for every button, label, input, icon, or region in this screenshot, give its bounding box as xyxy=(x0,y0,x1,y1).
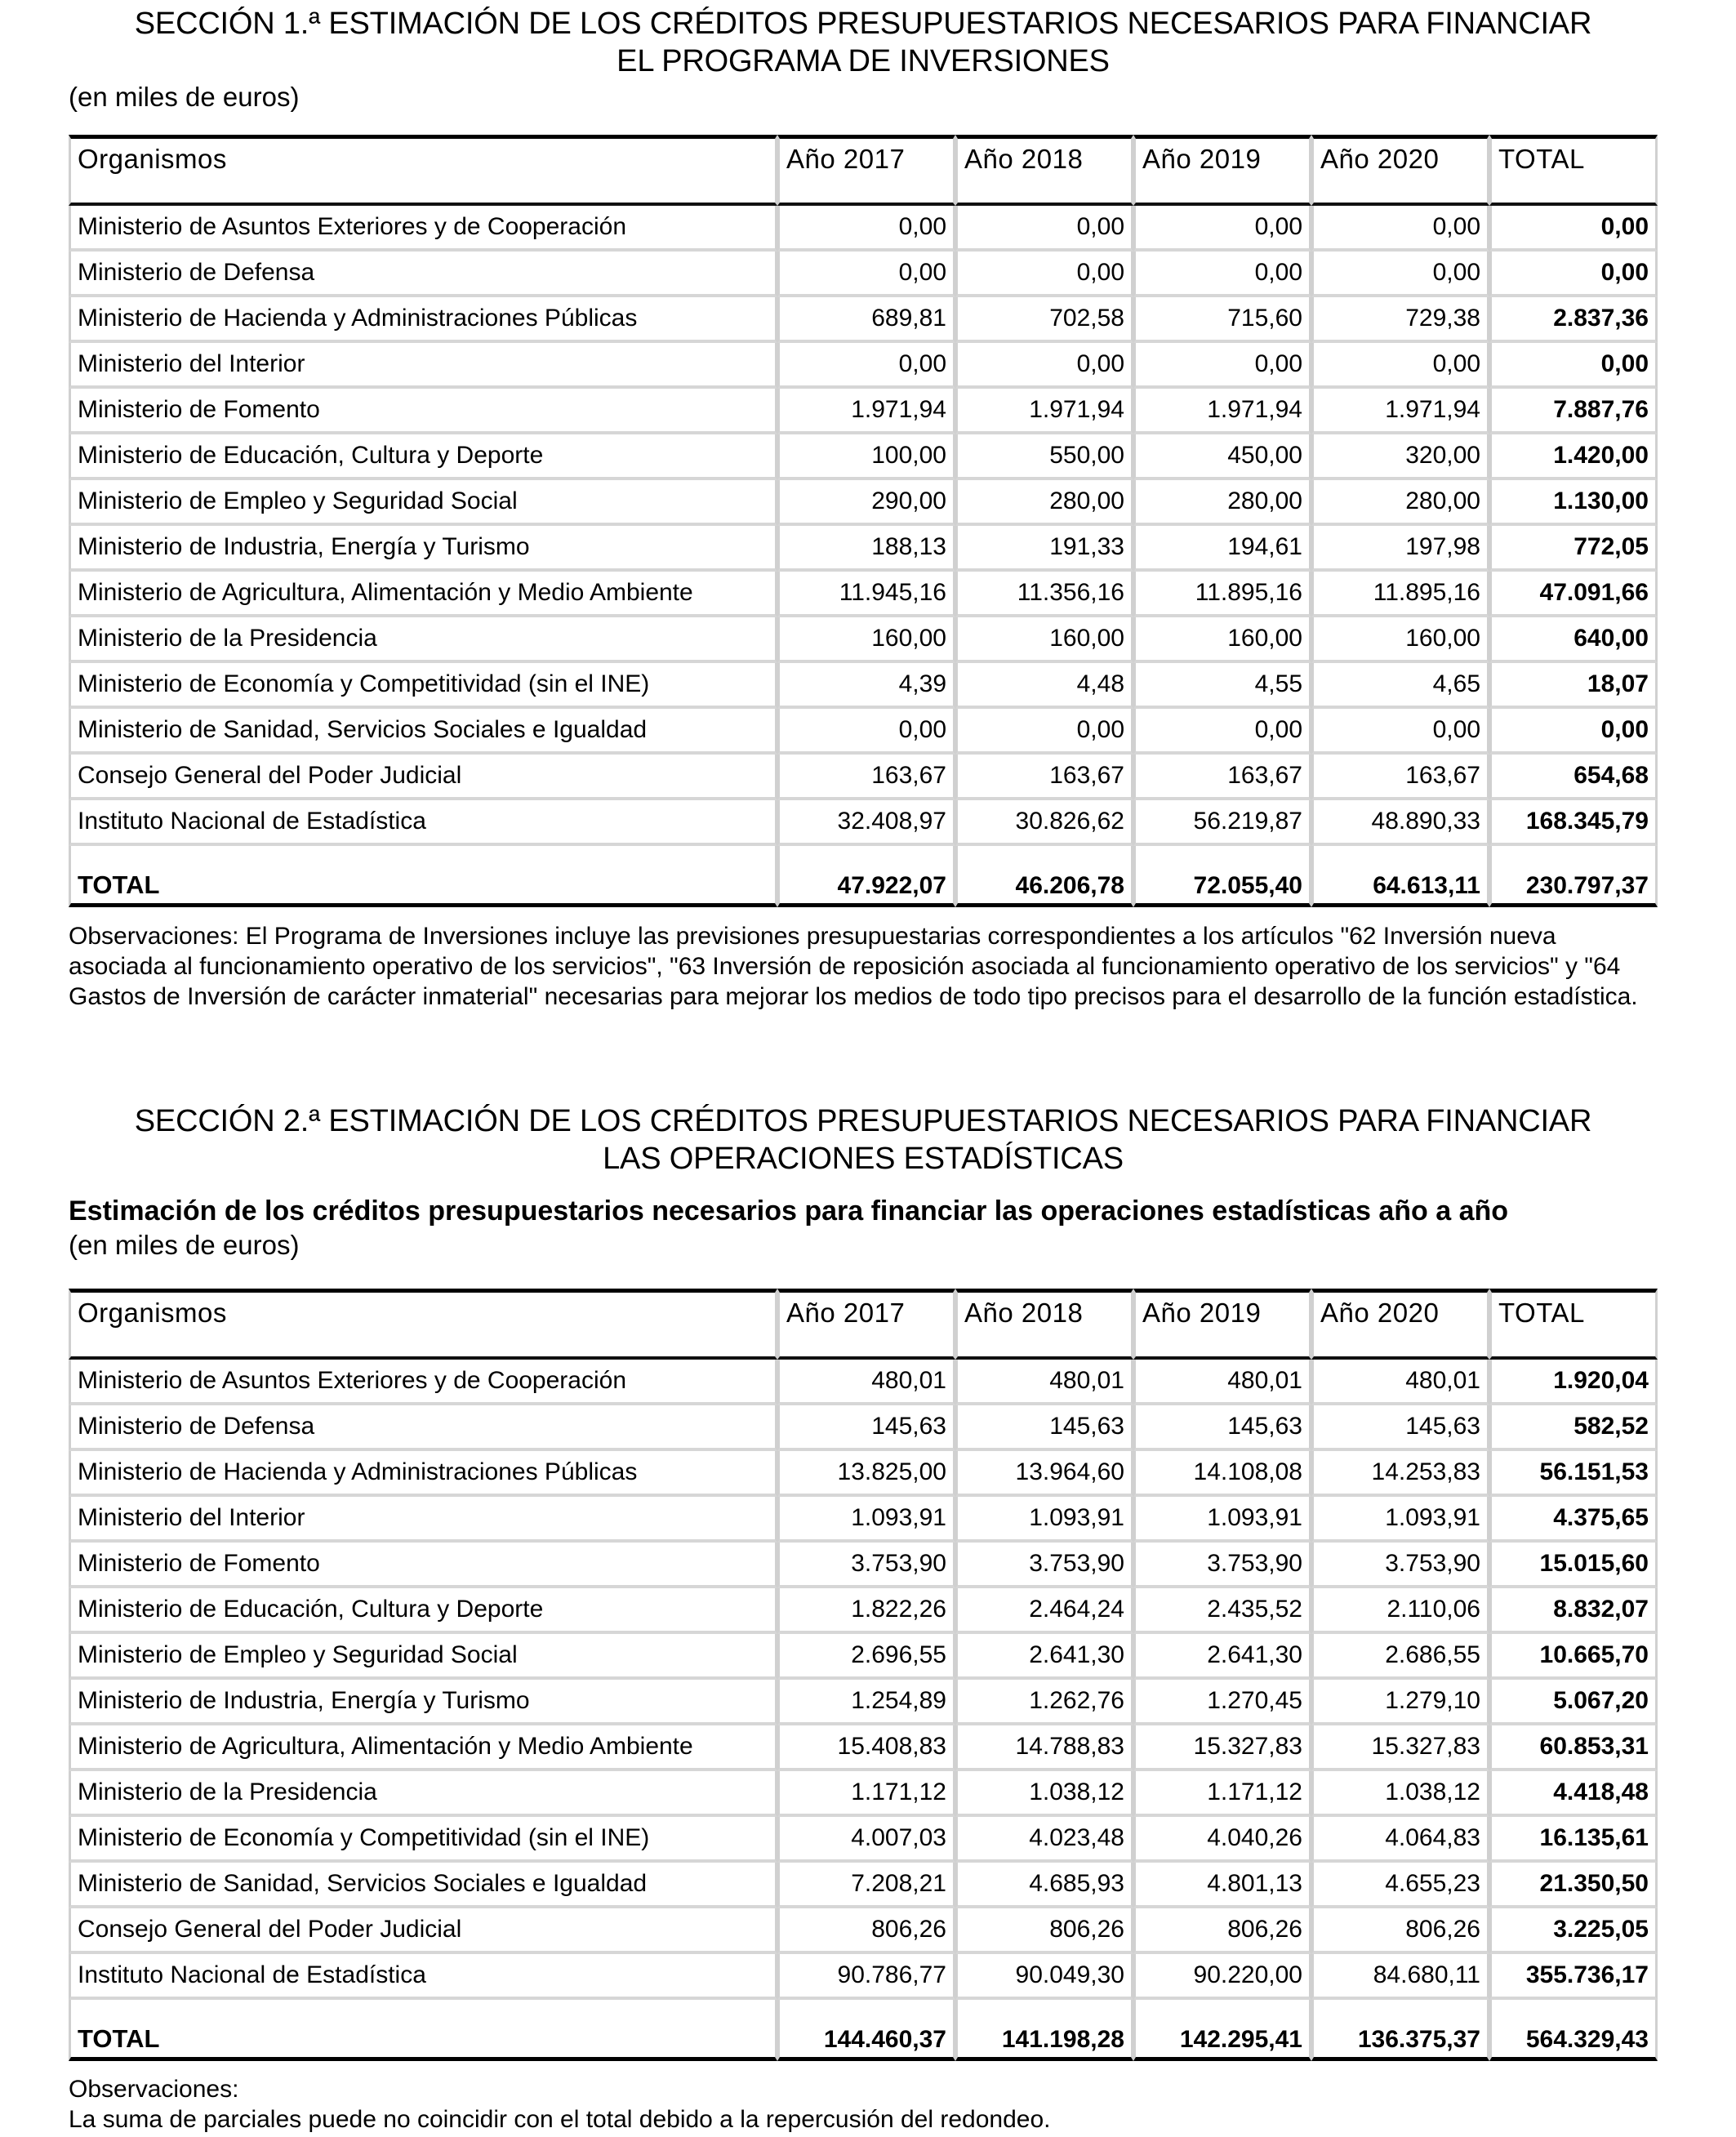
table-row xyxy=(69,1588,1658,1634)
section-1-table xyxy=(69,135,1658,907)
organismo-name: Ministerio de Hacienda y Administraciones Públicas xyxy=(69,1451,777,1497)
value-2017: 0,00 xyxy=(777,709,955,755)
organismo-name: Ministerio de Defensa xyxy=(69,1405,777,1451)
organismo-name: TOTAL xyxy=(69,846,777,907)
header-total: TOTAL xyxy=(1489,1289,1658,1360)
value-total: 5.067,20 xyxy=(1489,1680,1658,1725)
value-2017: 7.208,21 xyxy=(777,1863,955,1908)
section-2-table xyxy=(69,1289,1658,2061)
section-1-observations xyxy=(69,921,1658,1012)
table-row xyxy=(69,1497,1658,1543)
value-2018: 0,00 xyxy=(955,343,1133,389)
value-2020: 480,01 xyxy=(1311,1360,1489,1405)
header-year-2019: Año 2019 xyxy=(1133,1289,1311,1360)
organismo-name: Ministerio de Sanidad, Servicios Sociales e Igualdad xyxy=(69,1863,777,1908)
value-2017: 100,00 xyxy=(777,434,955,480)
value-2020: 2.686,55 xyxy=(1311,1634,1489,1680)
value-total: 47.091,66 xyxy=(1489,572,1658,617)
value-2018: 1.971,94 xyxy=(955,389,1133,434)
value-2017: 0,00 xyxy=(777,343,955,389)
value-2017: 1.254,89 xyxy=(777,1680,955,1725)
value-total: 7.887,76 xyxy=(1489,389,1658,434)
table-row xyxy=(69,800,1658,846)
value-2018: 14.788,83 xyxy=(955,1725,1133,1771)
value-2017: 188,13 xyxy=(777,526,955,572)
organismo-name: Ministerio de Agricultura, Alimentación y Medio Ambiente xyxy=(69,1725,777,1771)
value-2018: 1.262,76 xyxy=(955,1680,1133,1725)
table-row xyxy=(69,526,1658,572)
value-2018: 702,58 xyxy=(955,297,1133,343)
section-2-table-wrap xyxy=(69,1289,1658,2061)
value-2018: 1.038,12 xyxy=(955,1771,1133,1817)
organismo-name: Ministerio de Economía y Competitividad (sin el INE) xyxy=(69,663,777,709)
value-2017: 47.922,07 xyxy=(777,846,955,907)
value-2020: 1.279,10 xyxy=(1311,1680,1489,1725)
organismo-name: Ministerio de Fomento xyxy=(69,389,777,434)
value-2020: 48.890,33 xyxy=(1311,800,1489,846)
value-total: 10.665,70 xyxy=(1489,1634,1658,1680)
value-2018: 46.206,78 xyxy=(955,846,1133,907)
total-row xyxy=(69,846,1658,907)
table-row xyxy=(69,1954,1658,2000)
organismo-name: Ministerio de Empleo y Seguridad Social xyxy=(69,1634,777,1680)
value-2020: 0,00 xyxy=(1311,709,1489,755)
organismo-name: Ministerio del Interior xyxy=(69,343,777,389)
value-2017: 689,81 xyxy=(777,297,955,343)
value-total: 582,52 xyxy=(1489,1405,1658,1451)
value-2019: 2.435,52 xyxy=(1133,1588,1311,1634)
value-2017: 160,00 xyxy=(777,617,955,663)
section-2-title-line2: LAS OPERACIONES ESTADÍSTICAS xyxy=(603,1142,1124,1176)
table-row xyxy=(69,572,1658,617)
value-2019: 0,00 xyxy=(1133,709,1311,755)
value-2018: 0,00 xyxy=(955,206,1133,252)
value-total: 0,00 xyxy=(1489,252,1658,297)
value-total: 1.420,00 xyxy=(1489,434,1658,480)
value-2019: 1.971,94 xyxy=(1133,389,1311,434)
value-2019: 145,63 xyxy=(1133,1405,1311,1451)
value-2017: 13.825,00 xyxy=(777,1451,955,1497)
value-2018: 4.023,48 xyxy=(955,1817,1133,1863)
value-2017: 806,26 xyxy=(777,1908,955,1954)
value-2019: 480,01 xyxy=(1133,1360,1311,1405)
value-2020: 145,63 xyxy=(1311,1405,1489,1451)
table-header-row xyxy=(69,135,1658,206)
value-2019: 715,60 xyxy=(1133,297,1311,343)
organismo-name: Ministerio de Industria, Energía y Turismo xyxy=(69,526,777,572)
value-2020: 11.895,16 xyxy=(1311,572,1489,617)
organismo-name: Ministerio de Fomento xyxy=(69,1543,777,1588)
section-1 xyxy=(69,5,1658,114)
value-2020: 2.110,06 xyxy=(1311,1588,1489,1634)
value-2020: 320,00 xyxy=(1311,434,1489,480)
value-total: 56.151,53 xyxy=(1489,1451,1658,1497)
value-2018: 280,00 xyxy=(955,480,1133,526)
header-year-2018: Año 2018 xyxy=(955,135,1133,206)
value-2017: 290,00 xyxy=(777,480,955,526)
value-2020: 3.753,90 xyxy=(1311,1543,1489,1588)
value-total: 168.345,79 xyxy=(1489,800,1658,846)
organismo-name: Ministerio de Hacienda y Administraciones Públicas xyxy=(69,297,777,343)
value-2019: 2.641,30 xyxy=(1133,1634,1311,1680)
value-2018: 2.464,24 xyxy=(955,1588,1133,1634)
value-2020: 136.375,37 xyxy=(1311,2000,1489,2061)
value-2018: 0,00 xyxy=(955,709,1133,755)
organismo-name: Ministerio de Economía y Competitividad (sin el INE) xyxy=(69,1817,777,1863)
table-row xyxy=(69,252,1658,297)
value-2020: 0,00 xyxy=(1311,343,1489,389)
value-2020: 160,00 xyxy=(1311,617,1489,663)
value-2019: 142.295,41 xyxy=(1133,2000,1311,2061)
section-1-table-wrap xyxy=(69,135,1658,907)
value-2019: 1.171,12 xyxy=(1133,1771,1311,1817)
table-row xyxy=(69,1543,1658,1588)
organismo-name: Instituto Nacional de Estadística xyxy=(69,1954,777,2000)
section-1-observations-text: Observaciones: El Programa de Inversiones incluye las previsiones presupuestarias correspondientes a los artículos "62 Inversión nueva asociada al funcionamiento operativo de los servicios", "63 Inversión de reposición asociada al funcionamiento operativo de los servicios" y "64 Gastos de Inversión de carácter inmaterial" necesarias para mejorar los medios de todo tipo precisos para el desarrollo de la función estadística. xyxy=(69,923,1638,1010)
value-2020: 15.327,83 xyxy=(1311,1725,1489,1771)
value-2020: 1.093,91 xyxy=(1311,1497,1489,1543)
value-2020: 64.613,11 xyxy=(1311,846,1489,907)
value-2017: 1.822,26 xyxy=(777,1588,955,1634)
value-2017: 15.408,83 xyxy=(777,1725,955,1771)
value-2018: 13.964,60 xyxy=(955,1451,1133,1497)
value-2019: 90.220,00 xyxy=(1133,1954,1311,2000)
value-total: 355.736,17 xyxy=(1489,1954,1658,2000)
value-2019: 163,67 xyxy=(1133,755,1311,800)
table-row xyxy=(69,297,1658,343)
table-header-row xyxy=(69,1289,1658,1360)
value-2018: 4,48 xyxy=(955,663,1133,709)
value-2019: 4.040,26 xyxy=(1133,1817,1311,1863)
value-total: 21.350,50 xyxy=(1489,1863,1658,1908)
value-2018: 141.198,28 xyxy=(955,2000,1133,2061)
value-2017: 4,39 xyxy=(777,663,955,709)
section-2 xyxy=(69,1102,1658,1262)
section-2-observations xyxy=(69,2074,1658,2135)
section-1-units: (en miles de euros) xyxy=(69,82,300,112)
value-2017: 0,00 xyxy=(777,252,955,297)
value-2017: 163,67 xyxy=(777,755,955,800)
value-total: 564.329,43 xyxy=(1489,2000,1658,2061)
header-year-2019: Año 2019 xyxy=(1133,135,1311,206)
value-2019: 4,55 xyxy=(1133,663,1311,709)
value-2019: 194,61 xyxy=(1133,526,1311,572)
value-total: 1.920,04 xyxy=(1489,1360,1658,1405)
header-total: TOTAL xyxy=(1489,135,1658,206)
value-total: 0,00 xyxy=(1489,709,1658,755)
value-2018: 550,00 xyxy=(955,434,1133,480)
organismo-name: Consejo General del Poder Judicial xyxy=(69,1908,777,1954)
table-row xyxy=(69,755,1658,800)
value-2020: 163,67 xyxy=(1311,755,1489,800)
organismo-name: Ministerio de Defensa xyxy=(69,252,777,297)
section-2-title-line1: SECCIÓN 2.ª ESTIMACIÓN DE LOS CRÉDITOS PRESUPUESTARIOS NECESARIOS PARA FINANCIAR xyxy=(134,1104,1592,1138)
value-2018: 160,00 xyxy=(955,617,1133,663)
value-total: 15.015,60 xyxy=(1489,1543,1658,1588)
value-2019: 806,26 xyxy=(1133,1908,1311,1954)
value-2019: 56.219,87 xyxy=(1133,800,1311,846)
organismo-name: Ministerio de Asuntos Exteriores y de Cooperación xyxy=(69,1360,777,1405)
value-2020: 806,26 xyxy=(1311,1908,1489,1954)
value-2019: 0,00 xyxy=(1133,252,1311,297)
value-total: 4.375,65 xyxy=(1489,1497,1658,1543)
value-total: 4.418,48 xyxy=(1489,1771,1658,1817)
section-1-title xyxy=(69,5,1658,80)
value-2019: 160,00 xyxy=(1133,617,1311,663)
value-2020: 4,65 xyxy=(1311,663,1489,709)
table-row xyxy=(69,1863,1658,1908)
value-2019: 1.093,91 xyxy=(1133,1497,1311,1543)
value-2018: 2.641,30 xyxy=(955,1634,1133,1680)
value-2018: 11.356,16 xyxy=(955,572,1133,617)
value-total: 3.225,05 xyxy=(1489,1908,1658,1954)
value-2020: 0,00 xyxy=(1311,252,1489,297)
value-2018: 145,63 xyxy=(955,1405,1133,1451)
table-row xyxy=(69,1771,1658,1817)
value-2020: 84.680,11 xyxy=(1311,1954,1489,2000)
value-2018: 90.049,30 xyxy=(955,1954,1133,2000)
organismo-name: Consejo General del Poder Judicial xyxy=(69,755,777,800)
header-year-2018: Año 2018 xyxy=(955,1289,1133,1360)
value-2018: 0,00 xyxy=(955,252,1133,297)
section-1-table-body xyxy=(69,206,1658,907)
value-2018: 806,26 xyxy=(955,1908,1133,1954)
value-total: 1.130,00 xyxy=(1489,480,1658,526)
value-2020: 14.253,83 xyxy=(1311,1451,1489,1497)
value-total: 8.832,07 xyxy=(1489,1588,1658,1634)
table-row xyxy=(69,663,1658,709)
organismo-name: Ministerio de Industria, Energía y Turismo xyxy=(69,1680,777,1725)
value-total: 60.853,31 xyxy=(1489,1725,1658,1771)
table-row xyxy=(69,1405,1658,1451)
value-2017: 1.971,94 xyxy=(777,389,955,434)
table-row xyxy=(69,343,1658,389)
organismo-name: Ministerio de Asuntos Exteriores y de Cooperación xyxy=(69,206,777,252)
organismo-name: Instituto Nacional de Estadística xyxy=(69,800,777,846)
organismo-name: Ministerio de Educación, Cultura y Deporte xyxy=(69,1588,777,1634)
table-row xyxy=(69,709,1658,755)
value-2019: 280,00 xyxy=(1133,480,1311,526)
header-organismos: Organismos xyxy=(69,135,777,206)
table-row xyxy=(69,1817,1658,1863)
value-2017: 0,00 xyxy=(777,206,955,252)
value-total: 18,07 xyxy=(1489,663,1658,709)
section-2-observations-text: La suma de parciales puede no coincidir con el total debido a la repercusión del redondeo. xyxy=(69,2106,1051,2133)
value-2017: 90.786,77 xyxy=(777,1954,955,2000)
section-2-observations-label: Observaciones: xyxy=(69,2076,239,2103)
section-2-title xyxy=(69,1102,1658,1178)
header-year-2017: Año 2017 xyxy=(777,135,955,206)
value-2019: 0,00 xyxy=(1133,343,1311,389)
organismo-name: TOTAL xyxy=(69,2000,777,2061)
value-2018: 3.753,90 xyxy=(955,1543,1133,1588)
value-total: 2.837,36 xyxy=(1489,297,1658,343)
value-2020: 4.655,23 xyxy=(1311,1863,1489,1908)
value-2019: 72.055,40 xyxy=(1133,846,1311,907)
section-1-title-line2: EL PROGRAMA DE INVERSIONES xyxy=(617,44,1110,78)
organismo-name: Ministerio de Educación, Cultura y Deporte xyxy=(69,434,777,480)
value-total: 0,00 xyxy=(1489,343,1658,389)
section-1-title-line1: SECCIÓN 1.ª ESTIMACIÓN DE LOS CRÉDITOS PRESUPUESTARIOS NECESARIOS PARA FINANCIAR xyxy=(134,7,1592,41)
value-2020: 0,00 xyxy=(1311,206,1489,252)
value-2018: 30.826,62 xyxy=(955,800,1133,846)
value-2020: 280,00 xyxy=(1311,480,1489,526)
value-total: 772,05 xyxy=(1489,526,1658,572)
value-2019: 3.753,90 xyxy=(1133,1543,1311,1588)
table-row xyxy=(69,1634,1658,1680)
value-2018: 4.685,93 xyxy=(955,1863,1133,1908)
value-2017: 144.460,37 xyxy=(777,2000,955,2061)
section-2-subtitle: Estimación de los créditos presupuestarios necesarios para financiar las operaciones estadísticas año a año xyxy=(69,1195,1509,1227)
value-2017: 3.753,90 xyxy=(777,1543,955,1588)
value-2017: 32.408,97 xyxy=(777,800,955,846)
value-2020: 1.971,94 xyxy=(1311,389,1489,434)
organismo-name: Ministerio de Empleo y Seguridad Social xyxy=(69,480,777,526)
organismo-name: Ministerio de la Presidencia xyxy=(69,1771,777,1817)
organismo-name: Ministerio de Sanidad, Servicios Sociales e Igualdad xyxy=(69,709,777,755)
table-row xyxy=(69,480,1658,526)
section-2-units: (en miles de euros) xyxy=(69,1230,300,1260)
total-row xyxy=(69,2000,1658,2061)
value-2019: 0,00 xyxy=(1133,206,1311,252)
value-total: 654,68 xyxy=(1489,755,1658,800)
value-2018: 480,01 xyxy=(955,1360,1133,1405)
table-row xyxy=(69,1725,1658,1771)
value-2019: 4.801,13 xyxy=(1133,1863,1311,1908)
header-year-2017: Año 2017 xyxy=(777,1289,955,1360)
value-2019: 15.327,83 xyxy=(1133,1725,1311,1771)
value-2019: 1.270,45 xyxy=(1133,1680,1311,1725)
header-organismos: Organismos xyxy=(69,1289,777,1360)
value-2019: 14.108,08 xyxy=(1133,1451,1311,1497)
value-2018: 1.093,91 xyxy=(955,1497,1133,1543)
organismo-name: Ministerio del Interior xyxy=(69,1497,777,1543)
value-total: 0,00 xyxy=(1489,206,1658,252)
table-row xyxy=(69,1908,1658,1954)
section-2-table-body xyxy=(69,1360,1658,2061)
value-total: 16.135,61 xyxy=(1489,1817,1658,1863)
table-row xyxy=(69,1360,1658,1405)
value-total: 640,00 xyxy=(1489,617,1658,663)
value-2017: 1.093,91 xyxy=(777,1497,955,1543)
value-2018: 163,67 xyxy=(955,755,1133,800)
table-row xyxy=(69,617,1658,663)
table-row xyxy=(69,389,1658,434)
value-2017: 145,63 xyxy=(777,1405,955,1451)
value-2017: 2.696,55 xyxy=(777,1634,955,1680)
header-year-2020: Año 2020 xyxy=(1311,1289,1489,1360)
value-2019: 11.895,16 xyxy=(1133,572,1311,617)
table-row xyxy=(69,1451,1658,1497)
organismo-name: Ministerio de la Presidencia xyxy=(69,617,777,663)
table-row xyxy=(69,434,1658,480)
value-2017: 11.945,16 xyxy=(777,572,955,617)
value-2019: 450,00 xyxy=(1133,434,1311,480)
header-year-2020: Año 2020 xyxy=(1311,135,1489,206)
value-2018: 191,33 xyxy=(955,526,1133,572)
value-2017: 4.007,03 xyxy=(777,1817,955,1863)
value-2020: 729,38 xyxy=(1311,297,1489,343)
value-2020: 4.064,83 xyxy=(1311,1817,1489,1863)
table-row xyxy=(69,206,1658,252)
value-total: 230.797,37 xyxy=(1489,846,1658,907)
value-2020: 197,98 xyxy=(1311,526,1489,572)
organismo-name: Ministerio de Agricultura, Alimentación y Medio Ambiente xyxy=(69,572,777,617)
table-row xyxy=(69,1680,1658,1725)
value-2020: 1.038,12 xyxy=(1311,1771,1489,1817)
value-2017: 1.171,12 xyxy=(777,1771,955,1817)
value-2017: 480,01 xyxy=(777,1360,955,1405)
